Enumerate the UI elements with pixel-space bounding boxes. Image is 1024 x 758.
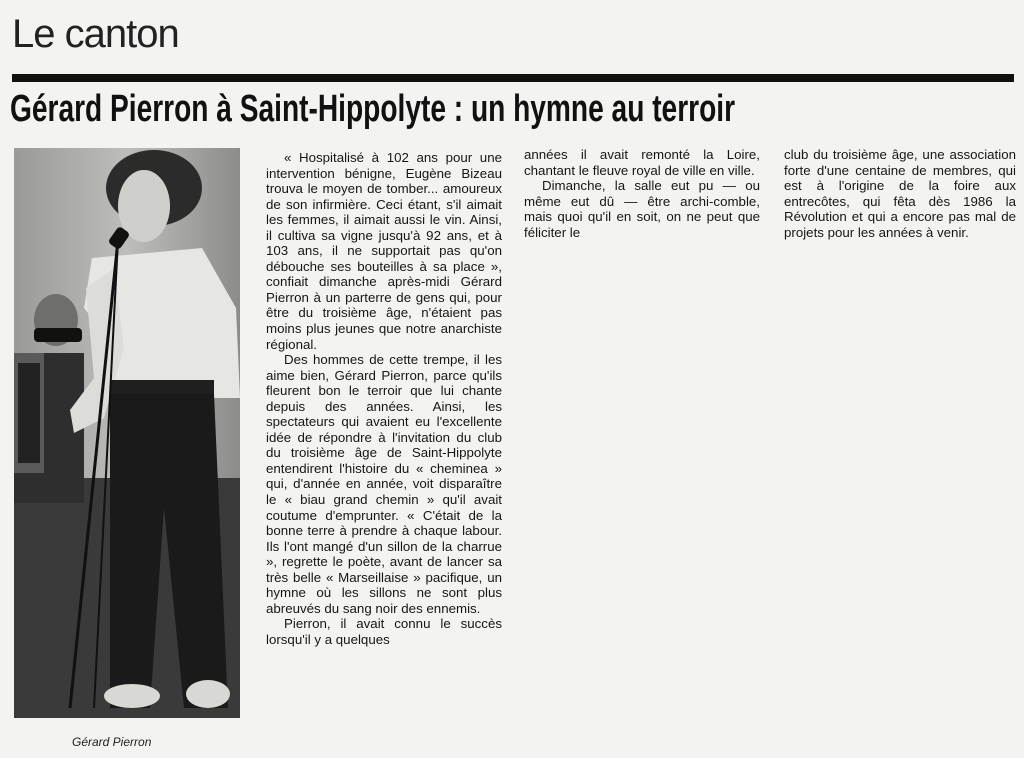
article-column-1 (266, 150, 502, 648)
paragraph: club du troisième âge, une association forte d'une centaine de membres, qui est à l'origine de la foire aux entrecôtes, qui fêta dès 1986 la Révolution et qui a encore pas mal de projets pour les années à venir. (784, 147, 1016, 240)
header-rule (12, 74, 1014, 82)
article-photo (14, 148, 240, 718)
article-column-2 (524, 147, 760, 240)
paragraph: Dimanche, la salle eut pu — ou même eut dû — être archi-comble, mais quoi qu'il en soit, on ne peut que féliciter le (524, 178, 760, 240)
section-title: Le canton (12, 12, 179, 56)
paragraph: années il avait remonté la Loire, chantant le fleuve royal de ville en ville. (524, 147, 760, 178)
paragraph: « Hospitalisé à 102 ans pour une intervention bénigne, Eugène Bizeau trouva le moyen de tomber... amoureux de son infirmière. Ceci étant, s'il aimait les femmes, il aimait aussi le vin. Ainsi, il cultiva sa vigne jusqu'à 92 ans, et à 103 ans, il ne supportait pas qu'on débouche ses bouteilles à sa place », confiait dimanche après-midi Gérard Pierron à un parterre de gens qui, pour être du troisième âge, n'étaient pas moins plus jeunes que notre anarchiste régional. (266, 150, 502, 352)
article-headline: Gérard Pierron à Saint-Hippolyte : un hymne au terroir (10, 88, 736, 130)
photo-caption: Gérard Pierron (72, 735, 152, 749)
article-column-3 (784, 147, 1016, 240)
paragraph: Pierron, il avait connu le succès lorsqu'il y a quelques (266, 616, 502, 647)
paragraph: Des hommes de cette trempe, il les aime bien, Gérard Pierron, parce qu'ils fleurent bon le terroir que lui chante depuis des années. Ainsi, les spectateurs qui avaient eu l'excellente idée de répondre à l'invitation du club du troisième âge de Saint-Hippolyte entendirent l'histoire du « cheminea » qui, d'année en année, voit disparaître le « biau grand chemin » qu'il avait coutume d'emprunter. « C'était de la bonne terre à prendre à chaque labour. Ils l'ont mangé d'un sillon de la charrue », regrette le poète, avant de lancer sa très belle « Marseillaise » pacifique, un hymne où les sillons ne sont plus abreuvés du sang noir des ennemis. (266, 352, 502, 616)
